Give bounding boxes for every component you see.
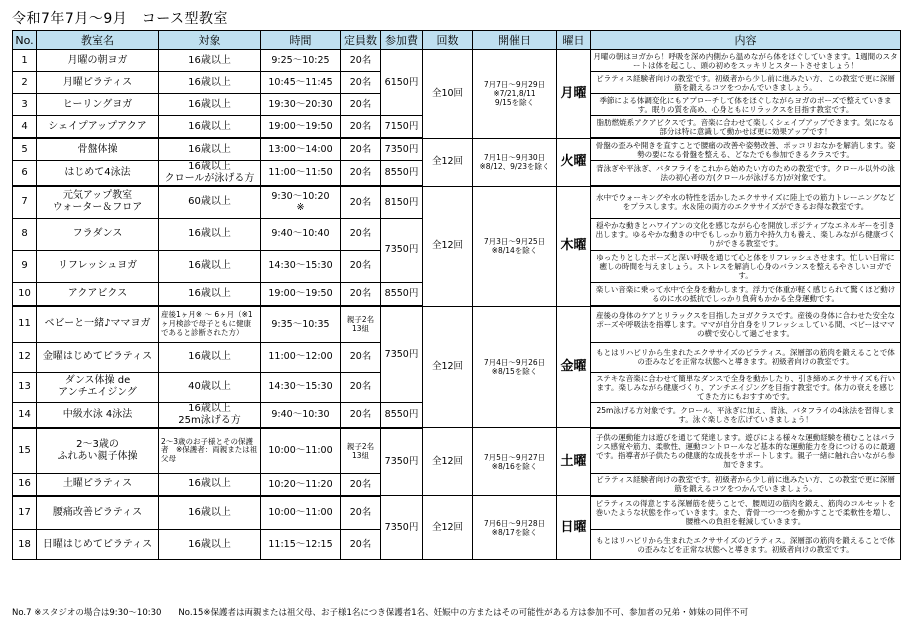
class-name: 元気アップ教室 ウォーター＆フロア	[37, 186, 159, 218]
class-time: 13:00～14:00	[261, 138, 341, 161]
class-capacity: 20名	[341, 496, 381, 530]
class-target: 16歳以上	[159, 530, 261, 560]
class-time: 11:00～12:00	[261, 342, 341, 372]
class-desc: ピラティスの得意とする深層筋を使うことで、腰周辺の筋肉を鍛え、筋肉のコルセットを巻いたような状態を作っていきます。また、背骨一つ一つを動かすことで柔軟性を増し、腰椎への負担を軽減していきます。	[591, 496, 901, 530]
class-fee: 7150円	[381, 116, 423, 139]
class-target: 16歳以上	[159, 116, 261, 139]
row-no: 5	[13, 138, 37, 161]
class-day: 日曜	[557, 496, 591, 560]
row-no: 15	[13, 428, 37, 474]
class-time: 19:30～20:30	[261, 94, 341, 116]
class-desc: ピラティス経験者向けの教室です。初級者から少し前に進みたい方、この教室で更に深層筋を鍛えるコツをつかんでいきましょう。	[591, 474, 901, 496]
table-row	[13, 496, 901, 530]
class-target: 60歳以上	[159, 186, 261, 218]
class-target: 16歳以上	[159, 496, 261, 530]
class-name: ヒーリングヨガ	[37, 94, 159, 116]
class-time: 9:40～10:40	[261, 218, 341, 250]
class-capacity: 20名	[341, 161, 381, 187]
class-target: 16歳以上	[159, 250, 261, 282]
class-name: 月曜ピラティス	[37, 72, 159, 94]
class-time: 10:00～11:00	[261, 428, 341, 474]
class-count: 全12回	[423, 306, 473, 428]
row-no: 10	[13, 282, 37, 306]
class-capacity: 親子2名 13組	[341, 428, 381, 474]
class-capacity: 20名	[341, 218, 381, 250]
class-capacity: 20名	[341, 94, 381, 116]
class-capacity: 20名	[341, 116, 381, 139]
class-time: 14:30～15:30	[261, 250, 341, 282]
footnote: No.7 ※スタジオの場合は9:30～10:30 No.15※保護者は両親または祖父母、お子様1名につき保護者1名、妊娠中の方またはその可能性がある方は参加不可、参加者の兄弟・姉妹の同伴不可	[12, 608, 749, 618]
class-capacity: 20名	[341, 250, 381, 282]
class-capacity: 20名	[341, 372, 381, 402]
header-fee: 参加費	[381, 31, 423, 50]
class-target: 16歳以上	[159, 94, 261, 116]
class-day: 金曜	[557, 306, 591, 428]
class-dates: 7月7日～9月29日 ※7/21,8/11 9/15を除く	[473, 50, 557, 139]
class-name: 月曜の朝ヨガ	[37, 50, 159, 72]
class-capacity: 20名	[341, 342, 381, 372]
class-target: 16歳以上 25m泳げる方	[159, 402, 261, 428]
row-no: 12	[13, 342, 37, 372]
class-name: 日曜はじめてピラティス	[37, 530, 159, 560]
class-count: 全12回	[423, 186, 473, 306]
class-target: 16歳以上	[159, 72, 261, 94]
row-no: 8	[13, 218, 37, 250]
header-name: 教室名	[37, 31, 159, 50]
header-dates: 開催日	[473, 31, 557, 50]
class-capacity: 20名	[341, 138, 381, 161]
row-no: 17	[13, 496, 37, 530]
class-time: 19:00～19:50	[261, 282, 341, 306]
class-fee: 8550円	[381, 282, 423, 306]
class-name: 中級水泳 4泳法	[37, 402, 159, 428]
row-no: 14	[13, 402, 37, 428]
table-header-row	[13, 31, 901, 50]
class-fee: 7350円	[381, 496, 423, 560]
row-no: 18	[13, 530, 37, 560]
class-time: 9:35～10:35	[261, 306, 341, 342]
row-no: 3	[13, 94, 37, 116]
class-name: ダンス体操 de アンチエイジング	[37, 372, 159, 402]
class-time: 9:25～10:25	[261, 50, 341, 72]
class-count: 全12回	[423, 496, 473, 560]
page-title: 令和7年7月～9月 コース型教室	[12, 11, 229, 27]
class-capacity: 20名	[341, 282, 381, 306]
class-target: 16歳以上	[159, 218, 261, 250]
class-name: 腰痛改善ピラティス	[37, 496, 159, 530]
class-name: 土曜ピラティス	[37, 474, 159, 496]
class-count: 全12回	[423, 138, 473, 186]
row-no: 13	[13, 372, 37, 402]
class-day: 火曜	[557, 138, 591, 186]
class-capacity: 親子2名 13組	[341, 306, 381, 342]
class-name: 金曜はじめてピラティス	[37, 342, 159, 372]
class-day: 土曜	[557, 428, 591, 496]
class-time: 10:45～11:45	[261, 72, 341, 94]
class-fee: 7350円	[381, 428, 423, 496]
table-row	[13, 186, 901, 218]
class-time: 19:00～19:50	[261, 116, 341, 139]
class-name: はじめて4泳法	[37, 161, 159, 187]
header-target: 対象	[159, 31, 261, 50]
class-fee: 7350円	[381, 218, 423, 282]
row-no: 1	[13, 50, 37, 72]
row-no: 4	[13, 116, 37, 139]
row-no: 6	[13, 161, 37, 187]
class-desc: 背泳ぎや平泳ぎ、バタフライをこれから始めたい方のための教室です。クロール以外の泳法の初心者の方(クロールが泳げる方)が対象です。	[591, 161, 901, 187]
header-capacity: 定員数	[341, 31, 381, 50]
class-target: 16歳以上	[159, 138, 261, 161]
class-target: 16歳以上	[159, 342, 261, 372]
header-time: 時間	[261, 31, 341, 50]
class-time: 10:00～11:00	[261, 496, 341, 530]
class-fee: 6150円	[381, 50, 423, 116]
header-day: 曜日	[557, 31, 591, 50]
class-desc: 脂肪燃焼系アクアビクスです。音楽に合わせて楽しくシェイプアップできます。気になる部分は特に意識して動かせば更に効果アップです！	[591, 116, 901, 139]
row-no: 16	[13, 474, 37, 496]
row-no: 11	[13, 306, 37, 342]
class-name: リフレッシュヨガ	[37, 250, 159, 282]
class-time: 10:20～11:20	[261, 474, 341, 496]
class-desc: ステキな音楽に合わせて簡単なダンスで全身を動かしたり、引き締めエクササイズも行います。楽しみながら健康づくり、アンチエイジングを目指す教室です。体力の衰えを感じてきた方にもおすすめです。	[591, 372, 901, 402]
class-time: 9:30～10:20 ※	[261, 186, 341, 218]
class-capacity: 20名	[341, 530, 381, 560]
class-desc: ゆったりとしたポーズと深い呼吸を通じて心と体をリフレッシュさせます。忙しい日常に癒しの時間を与えましょう。ストレスを解消し心身のバランスを整えるやさしいヨガです。	[591, 250, 901, 282]
class-target: 16歳以上	[159, 282, 261, 306]
header-no: No.	[13, 31, 37, 50]
class-time: 14:30～15:30	[261, 372, 341, 402]
class-target: 2～3歳のお子様とその保護者 ※保護者：両親または祖父母	[159, 428, 261, 474]
class-target: 16歳以上	[159, 474, 261, 496]
class-desc: 月曜の朝はヨガから！呼吸を深め内側から温めながら体をほぐしていきます。1週間のスタートは体を起こし、頭の初めをスッキリとスタートさせましょう！	[591, 50, 901, 72]
class-day: 月曜	[557, 50, 591, 139]
class-capacity: 20名	[341, 402, 381, 428]
class-target: 40歳以上	[159, 372, 261, 402]
class-fee: 7350円	[381, 306, 423, 402]
class-desc: 子供の運動能力は遊びを通じて発達します。遊びによる様々な運動経験を積むことはバランス感覚や筋力、柔軟性、運動コントロールなど基本的な運動能力を身につけるのに最適です。指導者が子供たちの健康的な成長をサポートします。親子一緒に触れ合いながら参加できます。	[591, 428, 901, 474]
class-target: 産後1ヶ月※ ～ 6ヶ月（※1ヶ月検診で母子ともに健康であると診断された方）	[159, 306, 261, 342]
class-name: 2～3歳の ふれあい親子体操	[37, 428, 159, 474]
schedule-table	[12, 30, 901, 560]
class-desc: 骨盤の歪みや開きを直すことで腰痛の改善や姿勢改善、ポッコリおなかを解消します。姿勢の要になる骨盤を整える、どなたでも参加できるクラスです。	[591, 138, 901, 161]
row-no: 2	[13, 72, 37, 94]
class-fee: 8550円	[381, 161, 423, 187]
class-desc: 季節による体調変化にもアプローチして体をほぐしながらヨガのポーズで整えていきます。眠りの質を高め、心身ともにリラックスを目指す教室です。	[591, 94, 901, 116]
row-no: 9	[13, 250, 37, 282]
class-fee: 8550円	[381, 402, 423, 428]
class-dates: 7月6日～9月28日 ※8/17を除く	[473, 496, 557, 560]
class-fee: 8150円	[381, 186, 423, 218]
class-fee: 7350円	[381, 138, 423, 161]
class-name: 骨盤体操	[37, 138, 159, 161]
class-desc: 産後の身体のケアとリラックスを目指したヨガクラスです。産後の身体に合わせた安全なポーズや呼吸法を指導します。ママが自分自身をリフレッシュしている間、ベビーはママの横で安心して過ごせます。	[591, 306, 901, 342]
class-name: フラダンス	[37, 218, 159, 250]
class-capacity: 20名	[341, 72, 381, 94]
class-dates: 7月3日～9月25日 ※8/14を除く	[473, 186, 557, 306]
class-capacity: 20名	[341, 50, 381, 72]
row-no: 7	[13, 186, 37, 218]
class-desc: 水中でウォーキングや水の特性を活かしたエクササイズに陸上での筋力トレーニングなどをプラスします。水＆陸の両方のエクササイズができるお得な教室です。	[591, 186, 901, 218]
class-desc: もとはリハビリから生まれたエクササイズのピラティス。深層部の筋肉を鍛えることで体の歪みなどを正常な状態へと導きます。初級者向けの教室です。	[591, 530, 901, 560]
class-dates: 7月5日～9月27日 ※8/16を除く	[473, 428, 557, 496]
header-desc: 内容	[591, 31, 901, 50]
table-row	[13, 306, 901, 342]
class-desc: 穏やかな動きとハワイアンの文化を感じながら心を開放しポジティブなエネルギーを引き出します。ゆるやかな動きの中でもしっかり筋力や持久力も養え、楽しみながら健康づくりができる教室です。	[591, 218, 901, 250]
class-capacity: 20名	[341, 474, 381, 496]
class-target: 16歳以上	[159, 50, 261, 72]
class-name: シェイプアップアクア	[37, 116, 159, 139]
table-row	[13, 428, 901, 474]
table-row	[13, 138, 901, 161]
class-dates: 7月1日～9月30日 ※8/12、9/23を除く	[473, 138, 557, 186]
class-capacity: 20名	[341, 186, 381, 218]
header-count: 回数	[423, 31, 473, 50]
class-count: 全10回	[423, 50, 473, 139]
class-desc: ピラティス経験者向けの教室です。初級者から少し前に進みたい方、この教室で更に深層筋を鍛えるコツをつかんでいきましょう。	[591, 72, 901, 94]
class-name: ベビーと一緒♪ママヨガ	[37, 306, 159, 342]
class-desc: 25m泳げる方対象です。クロール、平泳ぎに加え、背泳、バタフライの4泳法を習得します。泳ぐ楽しさを広げていきましょう！	[591, 402, 901, 428]
class-name: アクアビクス	[37, 282, 159, 306]
class-time: 9:40～10:30	[261, 402, 341, 428]
class-time: 11:15～12:15	[261, 530, 341, 560]
table-row	[13, 50, 901, 72]
class-time: 11:00～11:50	[261, 161, 341, 187]
class-dates: 7月4日～9月26日 ※8/15を除く	[473, 306, 557, 428]
class-count: 全12回	[423, 428, 473, 496]
class-day: 木曜	[557, 186, 591, 306]
class-desc: もとはリハビリから生まれたエクササイズのピラティス。深層部の筋肉を鍛えることで体の歪みなどを正常な状態へと導きます。初級者向けの教室です。	[591, 342, 901, 372]
class-target: 16歳以上 クロールが泳げる方	[159, 161, 261, 187]
class-desc: 楽しい音楽に乗って水中で全身を動かします。浮力で体重が軽く感じられて驚くほど動けるのに水の抵抗でしっかり負荷もかかる全身運動です。	[591, 282, 901, 306]
